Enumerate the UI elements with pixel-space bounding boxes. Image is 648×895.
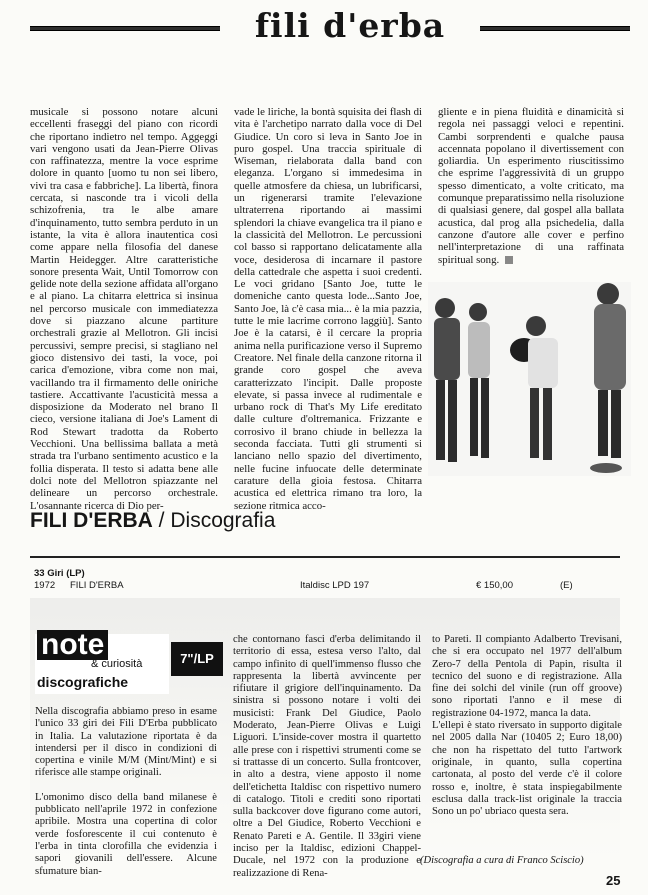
record-format-label: 33 Giri (LP)	[34, 568, 85, 579]
notes-text: L'omonimo disco della band milanese è pubblicato nell'aprile 1972 in confezione apribile. Mostra una copertina di color verde fosforescente il cui contenuto è l'erba in tinta clorofilla che evidenzia i sapori giovanili dell'essere. Alcune sfumature bian-	[35, 791, 217, 877]
article-column-3	[438, 106, 624, 266]
record-artist: FILI D'ERBA	[70, 580, 124, 591]
record-condition: (E)	[560, 580, 573, 591]
notes-badge-discografiche: discografiche	[37, 674, 129, 690]
band-photo	[428, 282, 631, 476]
end-of-article-mark	[505, 256, 513, 264]
article-text: gliente e in piena fluidità e dinamicità si regola nei passaggi veloci e repentini. Cambi sorprendenti e qualche pausa accennata popolano il divertissement con goliardia. Un esperimento riuscitissimo che esprime l'aggressività di un gruppo spesso dimenticato, a volte criticato, ma comunque preparatissimo nella risoluzione di qualsiasi genere, dal gospel alla ballata acustica, dal prog alla psichedelia, dalla canzone d'autore alle cover e perfino nell'interpretazione di una raffinata spiritual song.	[438, 106, 624, 266]
notes-column-1	[35, 706, 217, 878]
article-text: vade le liriche, la bontà squisita dei flash di vita è l'archetipo narrato dalla voce di Del Giudice. Un coro si leva in Santo Joe in puro gospel. Una traccia spirituale di Wiseman, rielaborata dalla band con eleganza. L'organo si immedesima in quelle atmosfere da chiesa, un lubrificarsi, un rigenerarsi tramite l'elevazione ultraterrena riportando ai massimi splendori la chiave evangelica tra il piano e la classicità del Mellotron. Le percussioni col basso si rapportano delicatamente alla voce, desiderosa di incarnare il pastore della cattedrale che aspetta i suoi credenti. Le voci gridano [Santo Joe, tutte le domeniche canto questa lode...Santo Joe, Santo Joe, là c'è casa mia... è la mia pazzia, tutte le mie lacrime corrono laggiù]. Santo Joe è la catarsi, è il cercare la propria anima nella purificazione verso il Supremo Creatore. Nel finale della canzone ritorna il grande coro gospel che aveva caratterizzato l'incipit. Dalle proposte elevate, si passa invece al rudimentale e urbano rock di That's My Life ereditato dalle culture d'oltremanica. Frizzante e corrosivo il brano chiude in bellezza la seconda facciata. Tutti gli strumenti si lanciano nello spazio del divertimento, nelle fucine infuocate delle determinate carature della gioia festosa. Chitarra acustica ed elettrica rimano tra loro, la sezione ritmica acco-	[234, 106, 422, 512]
discography-title-separator: /	[158, 509, 165, 532]
notes-text: to Pareti. Il compianto Adalberto Trevisani, che si era occupato nel 1977 dell'album Zero-7 della Pentola di Papin, risulta il tecnico del suono e di registrazione. Alla fine dei solchi del vinile (run off groove) sono riportati l'anno e il mese di registrazione 04-1972, manca la data.	[432, 634, 622, 719]
record-catalog: Italdisc LPD 197	[300, 580, 370, 591]
notes-badge	[35, 628, 223, 694]
discography-rule	[30, 556, 620, 558]
notes-badge-format: 7"/LP	[171, 642, 223, 676]
discography-credit: (Discografia a cura di Franco Sciscio)	[420, 855, 584, 866]
notes-text: che contornano fasci d'erba delimitando il territorio di essa, estesa verso l'alto, dal campo infinito di quell'immenso flusso che rappresenta la libertà avvincente per rifiutare il grigiore dell'inquinamento. Da sinistra si possono notare i volti dei musicisti: Frank Del Giudice, Paolo Moderato, Jean-Pierre Olivas e Luigi Liguori. L'inside-cover mostra il quartetto alle prese con i rispettivi strumenti come se si trattasse di un concerto. Sulla frontcover, in alto a destra, viene apposto il nome dell'etichetta Italdisc con rispettivo numero di catalogo. Titoli e crediti sono riportati sulla backcover dove figurano come autori, oltre a Del Giudice, Roberto Vecchioni e Renato Pareti e A. Gentile. Il 33giri viene inciso per la Italdisc, edizioni Chappel-Ducale, nel 1972 con la produzione e realizzazione di Rena-	[233, 634, 421, 879]
page-header	[30, 4, 630, 50]
article-text: musicale si possono notare alcuni eccellenti fraseggi del piano con ricordi che riportano indietro nel tempo. Aggeggi vari vengono usati da Jean-Pierre Olivas con raffinatezza, mentre la voce esprime dolore in quanto [uomo tu non sei libero, vivi tra casa e fabbriche]. La libertà, finora cercata, si nasconde tra i vicoli della schizofrenia, tra le albe amare d'inquinamento, tutto sembra perduto in un istante, la vita è allora inautentica così come appare nella filosofia del danese Martin Heidegger. Altre caratteristiche sonore presenta Wait, Until Tomorrow con gelide note della sezione affidata all'organo e al piano. La chitarra elettrica si insinua nel percorso musicale con immediatezza dove si piazzano alcune partiture orchestrali grazie al Mellotron. Gli incisi percussivi, sempre precisi, si stagliano nel gioco distensivo dei tasti, la voce, poi carica d'emozione, vibra come non mai, vacillando tra il firmamento delle oniriche tastiere. Accattivante l'acusticità messa a disposizione da Moderato nel brano Il cieco, versione italiana di Joe's Lament di Rod Stewart tradotta da Roberto Vecchioni. Una bellissima ballata a metà strada tra l'urbano sentimento acustico e la follia disperata. Il testo si adatta bene alle dolci note del Mellotron spiazzante nel delineare un percorso orchestrale. L'osannante ricerca di Dio per-	[30, 106, 218, 512]
notes-text: L'ellepì è stato riversato in supporto digitale nel 2005 dalla Nar (10405 2; Euro 18,00) che non ha rispettato del tutto l'artwork originale, in quanto, sulla copertina cartonata, al posto del verde c'è il colore rosso e, inoltre, è stata inspiegabilmente esclusa dalla track-list originale la traccia Sono un po' ubriaco questa sera.	[432, 720, 622, 818]
notes-column-3	[432, 634, 622, 818]
article-column-2	[234, 106, 422, 512]
notes-badge-curiosita: & curiosità	[91, 658, 143, 670]
notes-badge-logo	[35, 628, 169, 694]
discography-title	[30, 508, 275, 534]
page-number: 25	[606, 873, 621, 888]
discography-band-name: FILI D'ERBA	[30, 509, 153, 532]
notes-badge-note: note	[37, 630, 108, 660]
record-year: 1972	[34, 580, 56, 591]
article-column-1	[30, 106, 218, 512]
notes-text: Nella discografia abbiamo preso in esame l'unico 33 giri dei Fili D'Erba pubblicato in Italia. La valutazione riportata è da intendersi per il disco in condizioni di copertina e vinile M/M (Mint/Mint) e si riferisce alle stampe originali.	[35, 706, 217, 779]
discography-title-word: Discografia	[170, 509, 276, 532]
notes-column-2	[233, 634, 421, 880]
page-title: fili d'erba	[220, 4, 480, 50]
record-price: € 150,00	[476, 580, 513, 591]
